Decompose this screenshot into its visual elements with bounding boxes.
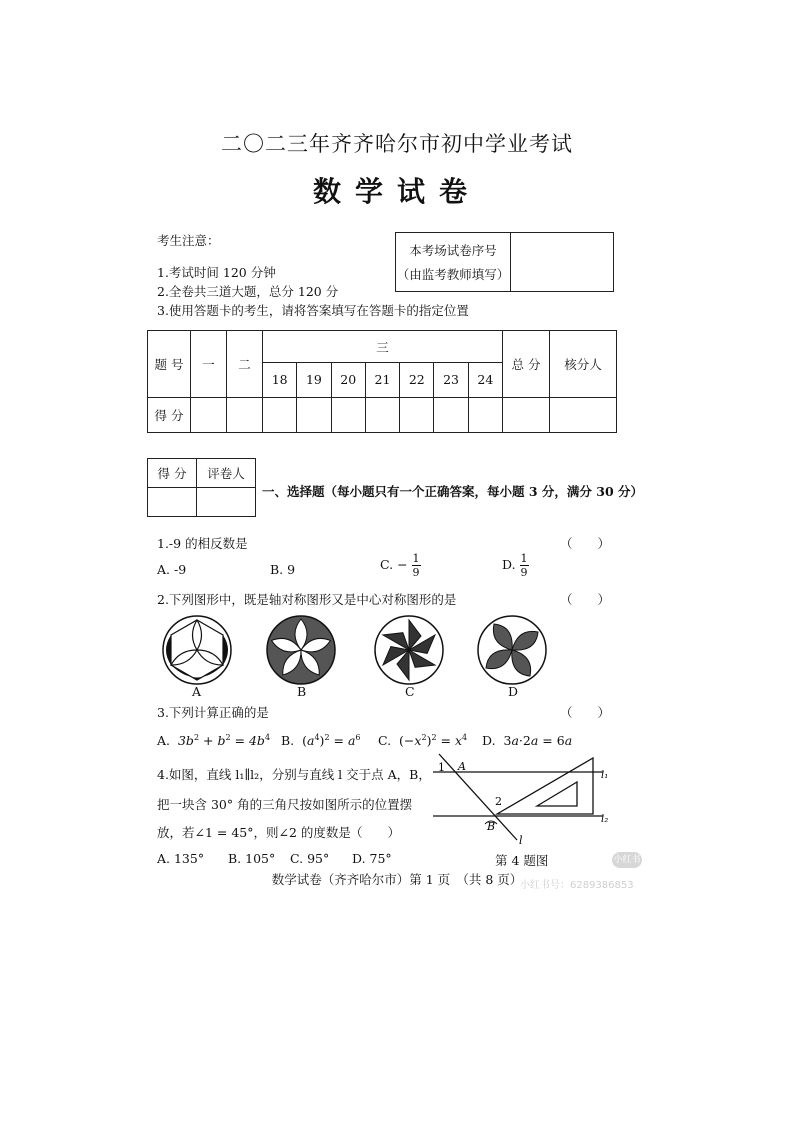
score-row-label: 得 分 bbox=[148, 397, 191, 432]
score-cell[interactable] bbox=[468, 397, 502, 432]
q2-figure-c bbox=[375, 616, 443, 684]
q2-figure-a bbox=[163, 616, 231, 684]
fig-label-b: B bbox=[487, 820, 496, 833]
q3-option-b: B. $(a^4)^2 = a^6$ bbox=[281, 733, 361, 749]
score-cell[interactable] bbox=[400, 397, 434, 432]
subcol: 23 bbox=[434, 363, 468, 397]
score-cell[interactable] bbox=[263, 397, 297, 432]
q1-stem: 1.-9 的相反数是 bbox=[157, 536, 248, 551]
sequence-label-line2: （由监考教师填写） bbox=[396, 267, 510, 282]
fraction-numerator: 1 bbox=[520, 552, 528, 565]
q1-option-c-prefix: C. − bbox=[380, 557, 408, 572]
q2-figures bbox=[160, 606, 610, 696]
q3-stem: 3.下列计算正确的是 bbox=[157, 705, 269, 720]
exam-title: 二〇二三年齐齐哈尔市初中学业考试 bbox=[221, 132, 573, 156]
fraction-denominator: 9 bbox=[412, 566, 420, 579]
score-cell[interactable] bbox=[434, 397, 468, 432]
score-cell[interactable] bbox=[550, 397, 617, 432]
q2-label-c: C bbox=[405, 684, 415, 699]
q4-option-d: D. 75° bbox=[352, 851, 392, 866]
q3-option-d-label: D. bbox=[482, 733, 496, 748]
score-cell[interactable] bbox=[331, 397, 365, 432]
grader-name-label: 评卷人 bbox=[197, 459, 256, 488]
q3-option-c-label: C. bbox=[378, 733, 392, 749]
score-table bbox=[147, 330, 617, 433]
section-one-heading: 一、选择题（每小题只有一个正确答案，每小题 3 分，满分 30 分） bbox=[262, 484, 644, 499]
grader-name-cell[interactable] bbox=[197, 488, 256, 517]
q4-option-a: A. 135° bbox=[157, 851, 205, 866]
q2-stem: 2.下列图形中，既是轴对称图形又是中心对称图形的是 bbox=[157, 592, 457, 607]
notice-item: 2.全卷共三道大题，总分 120 分 bbox=[157, 284, 339, 299]
paper-sequence-box bbox=[395, 232, 614, 292]
q1-option-c bbox=[380, 552, 421, 579]
q3-option-a-label: A. bbox=[157, 733, 171, 749]
q4-line3: 放，若∠1 = 45°，则∠2 的度数是 bbox=[157, 825, 351, 840]
q1-option-d-fraction bbox=[520, 552, 529, 579]
fig-label-two: 2 bbox=[495, 795, 502, 808]
score-cell[interactable] bbox=[297, 397, 331, 432]
subcol: 24 bbox=[468, 363, 502, 397]
q1-option-a: A. -9 bbox=[157, 562, 187, 577]
sequence-label bbox=[396, 233, 511, 291]
q4-line2: 把一块含 30° 角的三角尺按如图所示的位置摆 bbox=[157, 797, 413, 812]
sequence-label-line1: 本考场试卷序号 bbox=[409, 243, 497, 258]
q1-option-c-fraction bbox=[412, 552, 421, 579]
subcol: 19 bbox=[297, 363, 331, 397]
paper-subtitle: 数学试卷 bbox=[312, 175, 481, 208]
q2-label-a: A bbox=[192, 684, 202, 699]
header-total: 总 分 bbox=[503, 331, 550, 398]
q4-figure-caption: 第 4 题图 bbox=[495, 853, 549, 868]
notice-heading: 考生注意： bbox=[157, 233, 220, 248]
q4-option-b: B. 105° bbox=[228, 851, 276, 866]
score-cell[interactable] bbox=[365, 397, 399, 432]
fig-label-l1: l₁ bbox=[601, 770, 609, 781]
q4-answer-paren[interactable]: （ ） bbox=[350, 825, 401, 840]
fig-label-one: 1 bbox=[438, 761, 445, 774]
fraction-numerator: 1 bbox=[412, 552, 420, 565]
q1-option-d bbox=[502, 552, 529, 579]
q1-option-b: B. 9 bbox=[270, 562, 296, 577]
q4-line1: 4.如图，直线 l₁∥l₂，分别与直线 l 交于点 A，B， bbox=[157, 767, 431, 782]
score-cell[interactable] bbox=[503, 397, 550, 432]
q2-label-d: D bbox=[508, 684, 519, 699]
notice-item: 3.使用答题卡的考生，请将答案填写在答题卡的指定位置 bbox=[157, 303, 469, 318]
q4-figure bbox=[425, 752, 615, 852]
score-cell[interactable] bbox=[191, 397, 227, 432]
fig-label-l: l bbox=[519, 834, 523, 847]
fig-label-l2: l₂ bbox=[601, 814, 609, 825]
notice-item: 1.考试时间 120 分钟 bbox=[157, 265, 276, 280]
q1-answer-paren[interactable]: （ ） bbox=[560, 536, 611, 551]
subcol: 22 bbox=[400, 363, 434, 397]
watermark-logo: 小红书 bbox=[612, 852, 642, 868]
header-question-number: 题 号 bbox=[148, 331, 191, 398]
q2-label-b: B bbox=[297, 684, 307, 699]
header-checker: 核分人 bbox=[550, 331, 617, 398]
q3-answer-paren[interactable]: （ ） bbox=[560, 705, 611, 720]
grader-box bbox=[147, 458, 256, 517]
watermark-text: 小红书号：6289386853 bbox=[520, 880, 634, 891]
grader-score-label: 得 分 bbox=[148, 459, 197, 488]
triangle-ruler-inner bbox=[537, 782, 577, 806]
grader-score-cell[interactable] bbox=[148, 488, 197, 517]
subcol: 20 bbox=[331, 363, 365, 397]
fig-label-a: A bbox=[458, 760, 466, 773]
q3-option-b-label: B. bbox=[281, 733, 295, 749]
q3-option-c: C. $(-x^2)^2 = x^4$ bbox=[378, 733, 468, 749]
line-l bbox=[439, 754, 517, 840]
subcol: 18 bbox=[263, 363, 297, 397]
q3-option-a: A. $3b^2 + b^2 = 4b^4$ bbox=[157, 733, 271, 749]
subcol: 21 bbox=[365, 363, 399, 397]
q2-figure-d bbox=[478, 616, 546, 684]
q3-option-d: D. 3a·2a = 6a bbox=[482, 733, 573, 748]
page-footer: 数学试卷（齐齐哈尔市）第 1 页 （共 8 页） bbox=[271, 872, 523, 887]
q4-option-c: C. 95° bbox=[290, 851, 330, 866]
header-part-two: 二 bbox=[227, 331, 263, 398]
fraction-denominator: 9 bbox=[520, 566, 528, 579]
score-cell[interactable] bbox=[227, 397, 263, 432]
q1-option-d-prefix: D. bbox=[502, 557, 516, 572]
header-part-three: 三 bbox=[263, 331, 503, 363]
q2-figure-b bbox=[267, 616, 335, 684]
header-part-one: 一 bbox=[191, 331, 227, 398]
q2-answer-paren[interactable]: （ ） bbox=[560, 592, 611, 607]
